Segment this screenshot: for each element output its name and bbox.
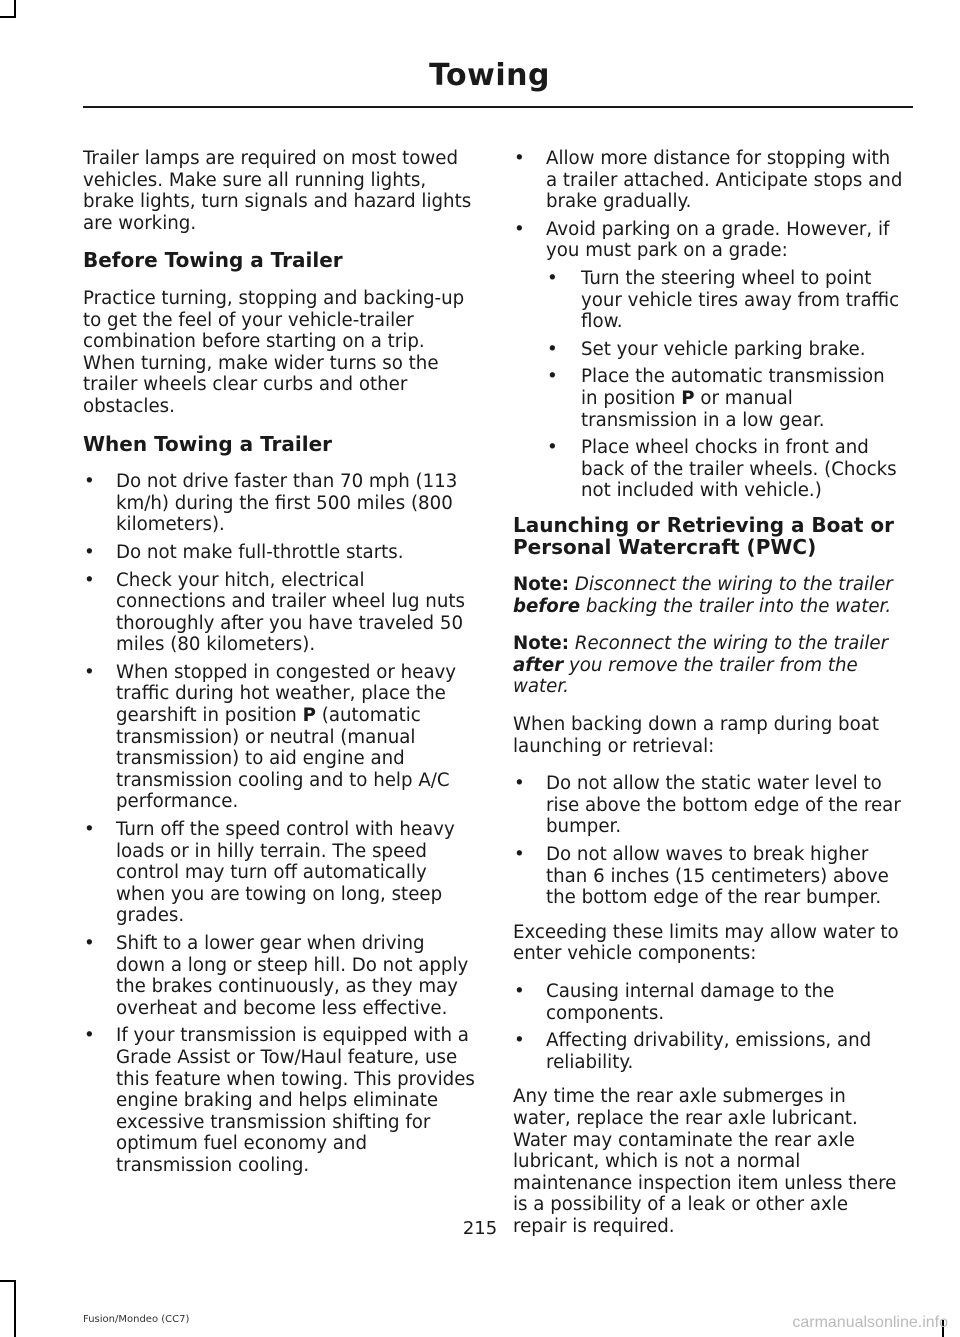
- page-title: Towing: [429, 58, 550, 93]
- note-disconnect: Note: Disconnect the wiring to the trailer before backing the trailer into the water.: [513, 574, 893, 617]
- bullet-icon: •: [514, 148, 525, 169]
- list-item: • Turn off the speed control with heavy loads or in hilly terrain. The speed control may turn off automatically when you are towing on long, steep grades.: [84, 819, 455, 927]
- crop-mark-top-left-h: [0, 16, 16, 18]
- list-item: • Shift to a lower gear when driving down a long or steep hill. Do not apply the brakes continuously, as they may overheat and become less effective.: [84, 933, 469, 1019]
- list-item: • Do not allow waves to break higher than 6 inches (15 centimeters) above the bottom edge of the rear bumper.: [514, 844, 889, 909]
- bullet-icon: •: [547, 338, 558, 360]
- list-item: • Affecting drivability, emissions, and reliability.: [514, 1030, 872, 1073]
- before-towing-heading: Before Towing a Trailer: [83, 248, 343, 273]
- when-towing-heading: When Towing a Trailer: [83, 431, 333, 456]
- list-item: • Check your hitch, electrical connections and trailer wheel lug nuts thoroughly after you have traveled 50 miles (80 kilometers).: [84, 569, 465, 656]
- sub-list-item: • Set your vehicle parking brake.: [547, 338, 866, 360]
- parking-list: [513, 148, 906, 502]
- left-column: [83, 148, 476, 1183]
- exceed-paragraph: Exceeding these limits may allow water to enter vehicle components:: [513, 921, 899, 965]
- list-item: • Do not make full-throttle starts.: [84, 541, 404, 563]
- bullet-icon: •: [514, 1030, 525, 1052]
- axle-paragraph: Any time the rear axle submerges in water, replace the rear axle lubricant. Water may contaminate the rear axle lubricant, which is not a normal maintenance inspection item unless there is a possibility of a leak or other axle repair is required.: [513, 1086, 897, 1237]
- grade-parking-sublist: [546, 268, 906, 502]
- list-item: • When stopped in congested or heavy traffic during hot weather, place the gearshift in position P (automatic transmission) or neutral (manual transmission) to aid engine and transmission cooling and to help A/C performance.: [84, 661, 456, 813]
- bullet-icon: •: [84, 819, 95, 841]
- list-item: • Do not allow the static water level to rise above the bottom edge of the rear bumper.: [514, 773, 901, 838]
- bullet-icon: •: [514, 773, 525, 795]
- bullet-icon: •: [84, 541, 95, 563]
- bullet-icon: •: [547, 366, 558, 388]
- page-number: 215: [462, 1218, 498, 1239]
- list-item: • Causing internal damage to the components.: [514, 981, 835, 1024]
- right-column: [513, 148, 906, 1254]
- sub-list-item: • Place the automatic transmission in position P or manual transmission in a low gear.: [547, 366, 885, 431]
- bullet-icon: •: [514, 981, 525, 1002]
- exceed-list: [513, 981, 906, 1073]
- crop-mark-bottom-left-h: [0, 1280, 16, 1282]
- bullet-icon: •: [84, 933, 95, 954]
- intro-paragraph: Trailer lamps are required on most towed vehicles. Make sure all running lights, brake lights, turn signals and hazard lights are working.: [83, 148, 472, 234]
- bullet-icon: •: [84, 569, 95, 591]
- gear-position-p: P: [681, 387, 695, 409]
- ramp-list: [513, 773, 906, 909]
- bullet-icon: •: [514, 844, 525, 866]
- ramp-paragraph: When backing down a ramp during boat launching or retrieval:: [513, 714, 879, 757]
- bullet-icon: •: [84, 471, 95, 493]
- bullet-icon: •: [547, 437, 558, 459]
- watermark: carmanualsonline.info: [792, 1314, 948, 1331]
- gear-position-p: P: [302, 705, 316, 727]
- sub-list-item: • Place wheel chocks in front and back of the trailer wheels. (Chocks not included with vehicle.): [547, 437, 897, 502]
- list-item: • Avoid parking on a grade. However, if you must park on a grade: • Turn the steering wheel to point your vehicle tires away from traffic flow. • Set your vehicle parking brake. • Place the automatic transmission in position P or manual transmission in a low gear. • Place wheel chocks in front and back of the trailer wheels. (Chocks not included with vehicle.): [513, 219, 906, 502]
- sub-list-item: • Turn the steering wheel to point your vehicle tires away from traffic flow.: [547, 267, 900, 333]
- before-towing-paragraph: Practice turning, stopping and backing-up to get the feel of your vehicle-trailer combination before starting on a trip. When turning, make wider turns so the trailer wheels clear curbs and other obstacles.: [83, 287, 465, 417]
- note-reconnect: Note: Reconnect the wiring to the trailer after you remove the trailer from the water.: [513, 633, 889, 698]
- launching-heading: Launching or Retrieving a Boat or Personal Watercraft (PWC): [513, 512, 895, 559]
- list-item: • If your transmission is equipped with a Grade Assist or Tow/Haul feature, use this feature when towing. This provides engine braking and helps eliminate excessive transmission shifting for optimum fuel economy and transmission cooling.: [84, 1025, 475, 1176]
- crop-mark-bottom-left: [14, 1280, 16, 1337]
- bullet-icon: •: [84, 1025, 95, 1047]
- header-divider: [83, 106, 913, 108]
- bullet-icon: •: [84, 661, 95, 683]
- bullet-icon: •: [514, 218, 525, 240]
- footer-model: Fusion/Mondeo (CC7): [83, 1314, 190, 1325]
- list-item: • Do not drive faster than 70 mph (113 km/h) during the first 500 miles (800 kilometers).: [84, 471, 458, 536]
- list-item: • Allow more distance for stopping with a trailer attached. Anticipate stops and brake gradually.: [514, 148, 903, 213]
- when-towing-list: [83, 471, 476, 1176]
- bullet-icon: •: [547, 267, 558, 289]
